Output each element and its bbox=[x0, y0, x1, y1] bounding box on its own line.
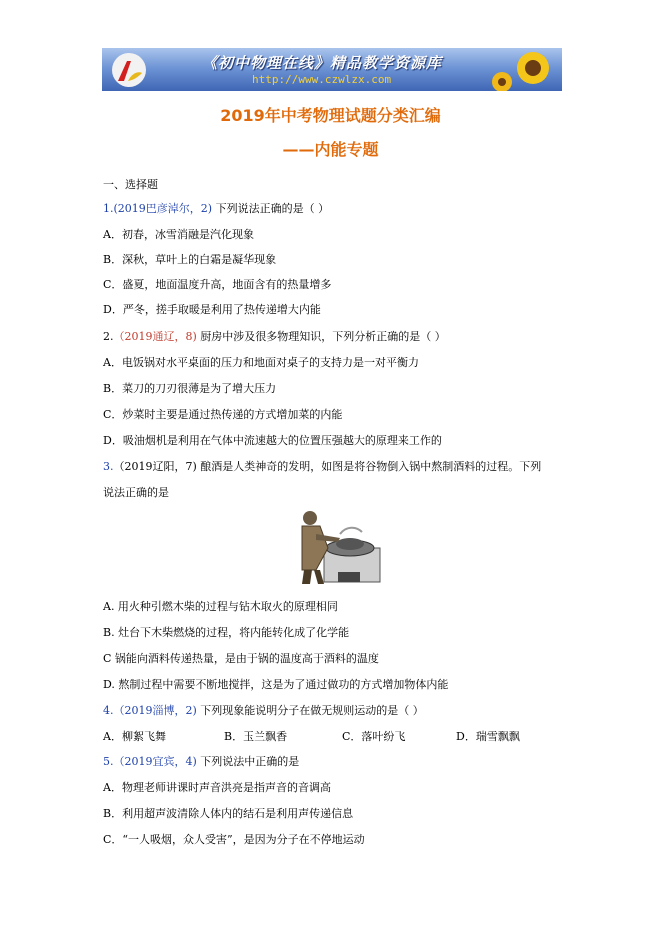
document-subtitle: ——内能专题 bbox=[282, 140, 379, 159]
question-text: 厨房中涉及很多物理知识，下列分析正确的是（ ） bbox=[200, 330, 446, 343]
question-3-option-a: A. 用火种引燃木柴的过程与钻木取火的原理相同 bbox=[103, 600, 338, 613]
question-number: 5. bbox=[103, 755, 114, 768]
question-5-option-a: A．物理老师讲课时声音洪亮是指声音的音调高 bbox=[103, 781, 331, 794]
question-text: 下列说法中正确的是 bbox=[200, 755, 300, 768]
question-number: 2. bbox=[103, 330, 114, 343]
question-source: （2019宜宾，4) bbox=[113, 755, 197, 768]
question-2-option-c: C．炒菜时主要是通过热传递的方式增加菜的内能 bbox=[103, 408, 343, 421]
question-4-option-a: A．柳絮飞舞 bbox=[103, 730, 166, 743]
question-1-option-c: C．盛夏，地面温度升高，地面含有的热量增多 bbox=[103, 278, 332, 291]
question-source: (2019巴彦淖尔，2) bbox=[113, 202, 213, 215]
question-3-option-d: D. 熬制过程中需要不断地搅拌，这是为了通过做功的方式增加物体内能 bbox=[103, 678, 449, 691]
question-4-stem bbox=[103, 702, 424, 718]
question-1-option-b: B．深秋，草叶上的白霜是凝华现象 bbox=[103, 253, 277, 266]
question-3-option-c: C 锅能向酒料传递热量，是由于锅的温度高于酒料的温度 bbox=[103, 652, 379, 665]
site-logo-icon bbox=[110, 51, 148, 89]
question-source: （2019通辽，8) bbox=[113, 330, 197, 343]
question-source: （2019辽阳，7) bbox=[113, 460, 197, 473]
question-4-option-d: D．瑞雪飘飘 bbox=[456, 730, 520, 743]
question-4-option-b: B．玉兰飘香 bbox=[224, 730, 288, 743]
question-source: （2019淄博，2) bbox=[113, 704, 197, 717]
question-2-option-d: D．吸油烟机是利用在气体中流速越大的位置压强越大的原理来工作的 bbox=[103, 434, 442, 447]
question-1-option-d: D．严冬，搓手取暖是利用了热传递增大内能 bbox=[103, 303, 321, 316]
question-3-stem-line2: 说法正确的是 bbox=[103, 486, 169, 499]
banner-title: 《初中物理在线》精品教学资源库 bbox=[202, 54, 443, 72]
question-text: 酿酒是人类神奇的发明，如图是将谷物倒入锅中熬制酒料的过程。下列 bbox=[200, 460, 542, 473]
question-3-stem-line1 bbox=[103, 458, 541, 474]
question-4-option-c: C．落叶纷飞 bbox=[342, 730, 406, 743]
sunflower-icon bbox=[488, 48, 558, 91]
brewing-illustration-icon bbox=[280, 508, 384, 586]
question-number: 3. bbox=[103, 460, 114, 473]
section-heading: 一、选择题 bbox=[103, 178, 158, 191]
banner-url[interactable]: http://www.czwlzx.com bbox=[252, 73, 392, 86]
question-number: 4. bbox=[103, 704, 114, 717]
question-5-stem bbox=[103, 753, 299, 769]
question-5-option-c: C．“一人吸烟，众人受害”，是因为分子在不停地运动 bbox=[103, 833, 365, 846]
question-2-option-a: A．电饭锅对水平桌面的压力和地面对桌子的支持力是一对平衡力 bbox=[103, 356, 419, 369]
question-3-option-b: B. 灶台下木柴燃烧的过程，将内能转化成了化学能 bbox=[103, 626, 350, 639]
document-title: 2019年中考物理试题分类汇编 bbox=[220, 106, 441, 125]
question-1-stem bbox=[103, 200, 329, 216]
question-5-option-b: B．利用超声波清除人体内的结石是利用声传递信息 bbox=[103, 807, 354, 820]
question-2-option-b: B．菜刀的刀刃很薄是为了增大压力 bbox=[103, 382, 277, 395]
question-1-option-a: A．初春，冰雪消融是汽化现象 bbox=[103, 228, 254, 241]
question-2-stem bbox=[103, 328, 446, 344]
header-banner bbox=[102, 48, 562, 91]
question-text: 下列说法正确的是（ ） bbox=[215, 202, 330, 215]
question-text: 下列现象能说明分子在做无规则运动的是（ ） bbox=[200, 704, 424, 717]
question-number: 1. bbox=[103, 202, 114, 215]
